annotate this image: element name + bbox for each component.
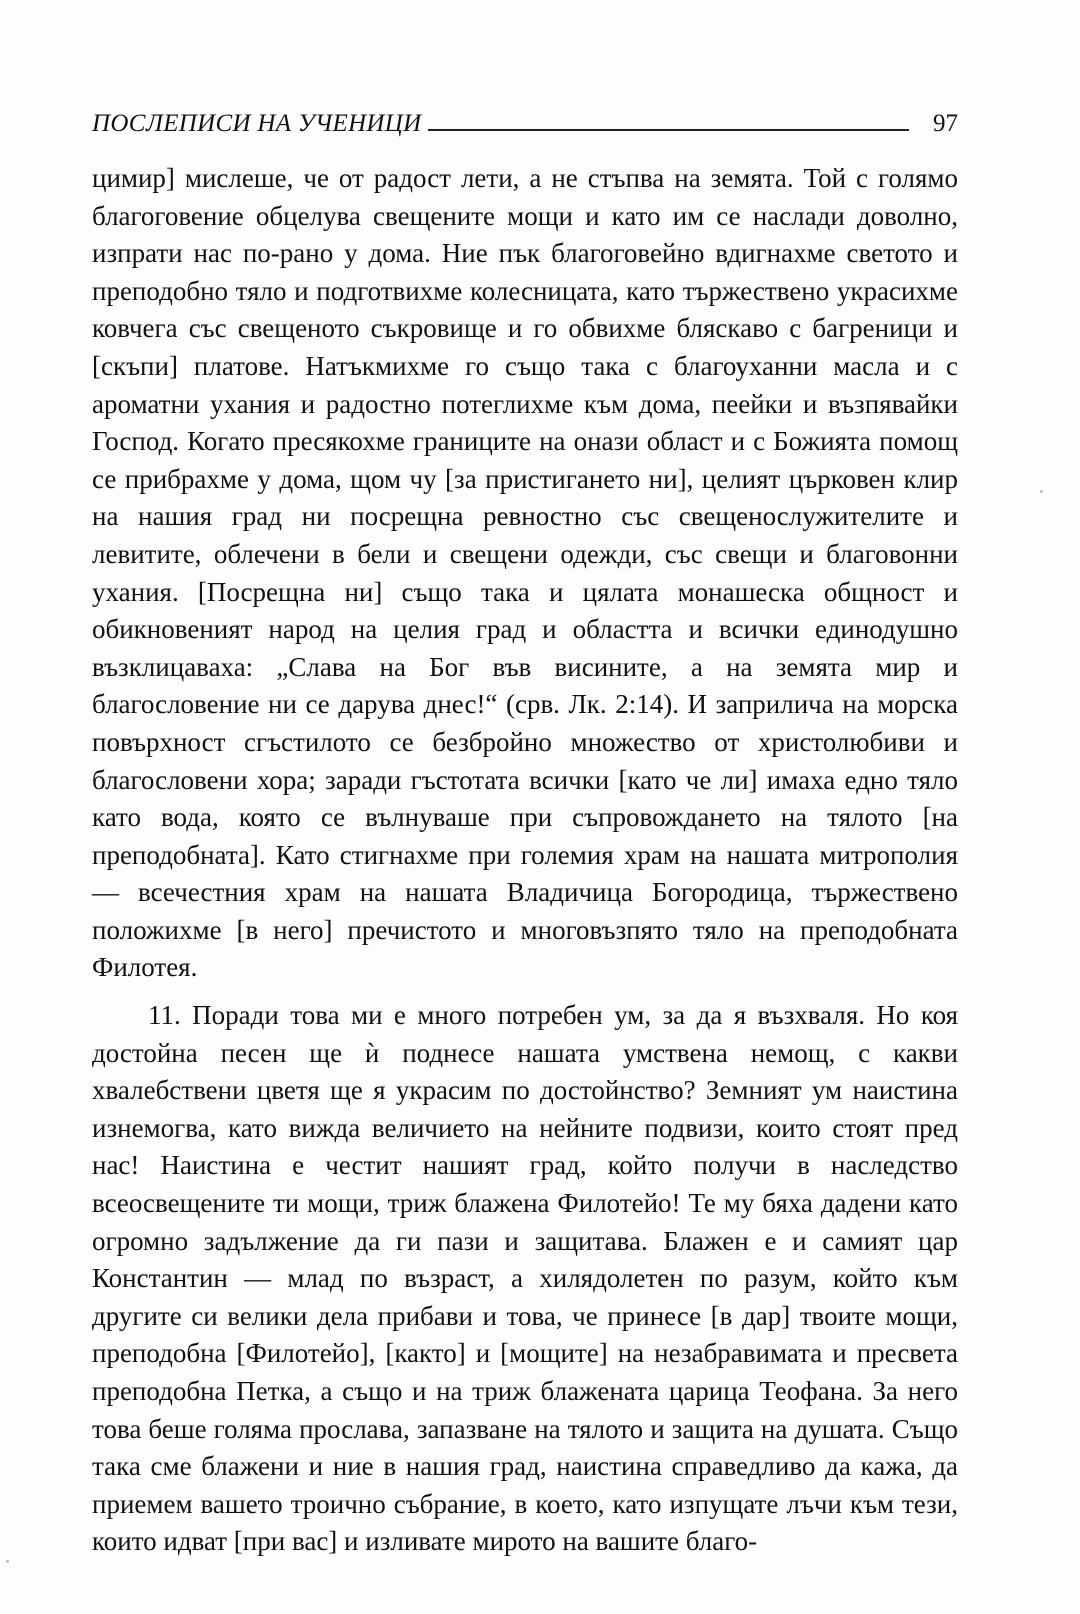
body-text bbox=[92, 160, 958, 1561]
scan-speck bbox=[1040, 490, 1043, 493]
running-head bbox=[92, 96, 958, 136]
paragraph-section-11: 11. Поради това ми е много потребен ум, за да я възхваля. Но коя достойна песен ще ѝ поднесе нашата умствена немощ, с какви хвалебствени цветя ще я украсим по достойнство? Земният ум наистина изнемогва, като вижда величието на нейните подвизи, които стоят пред нас! Наистина е честит нашият град, който получи в наследство всеосвещените ти мощи, триж блажена Филотейо! Те му бяха дадени като огромно задължение да ги пази и защитава. Блажен е и самият цар Константин — млад по възраст, а хилядолетен по разум, който към другите си велики дела прибави и това, че принесе [в дар] твоите мощи, преподобна [Филотейо], [както] и [мощите] на незабравимата и пресвета преподобна Петка, а също и на триж блажената царица Теофана. За него това беше голяма прослава, запазване на тялото и защита на душата. Също така сме блажени и ние в нашия град, наистина справедливо да кажа, да приемем вашето троично събрание, в което, като изпущате лъчи към тези, които идват [при вас] и изливате мирото на вашите благо- bbox=[92, 1000, 958, 1557]
header-rule bbox=[428, 129, 910, 131]
paragraph-continuation: цимир] мислеше, че от радост лети, а не стъпва на земята. Той с голямо благоговение обцелува свещените мощи и като им се наслади доволно, изпрати нас по-рано у дома. Ние пък благоговейно вдигнахме светото и преподобно тяло и подготвихме колесницата, като тържествено украсихме ковчега със свещеното съкровище и го обвихме бляскаво с багреници и [скъпи] платове. Натъкмихме го също така с благоуханни масла и с ароматни ухания и радостно потеглихме към дома, пеейки и възпявайки Господ. Когато пресякохме границите на онази област и с Божията помощ се прибрахме у дома, щом чу [за пристигането ни], целият църковен клир на нашия град ни посрещна ревностно със свещенослужителите и левитите, облечени в бели и свещени одежди, със свещи и благовонни ухания. [Посрещна ни] също така и цялата монашеска общност и обикновеният народ на целия град и областта и всички единодушно възклицаваха: „Слава на Бог във висините, а на земята мир и благословение ни се дарува днес!“ (срв. Лк. 2:14). И заприлича на морска повърхност сгъстилото се безбройно множество от христолюбиви и благословени хора; заради гъстотата всички [като че ли] имаха едно тяло като вода, която се вълнуваше при съпровождането на тялото [на преподобната]. Като стигнахме при големия храм на нашата митрополия — всечестния храм на нашата Владичица Богородица, тържествено положихме [в него] пречистото и многовъзпято тяло на преподобната Филотея. bbox=[92, 163, 958, 983]
page-number: 97 bbox=[933, 110, 958, 137]
running-head-title: ПОСЛЕПИСИ НА УЧЕНИЦИ bbox=[92, 110, 422, 137]
scan-speck bbox=[6, 1560, 9, 1563]
